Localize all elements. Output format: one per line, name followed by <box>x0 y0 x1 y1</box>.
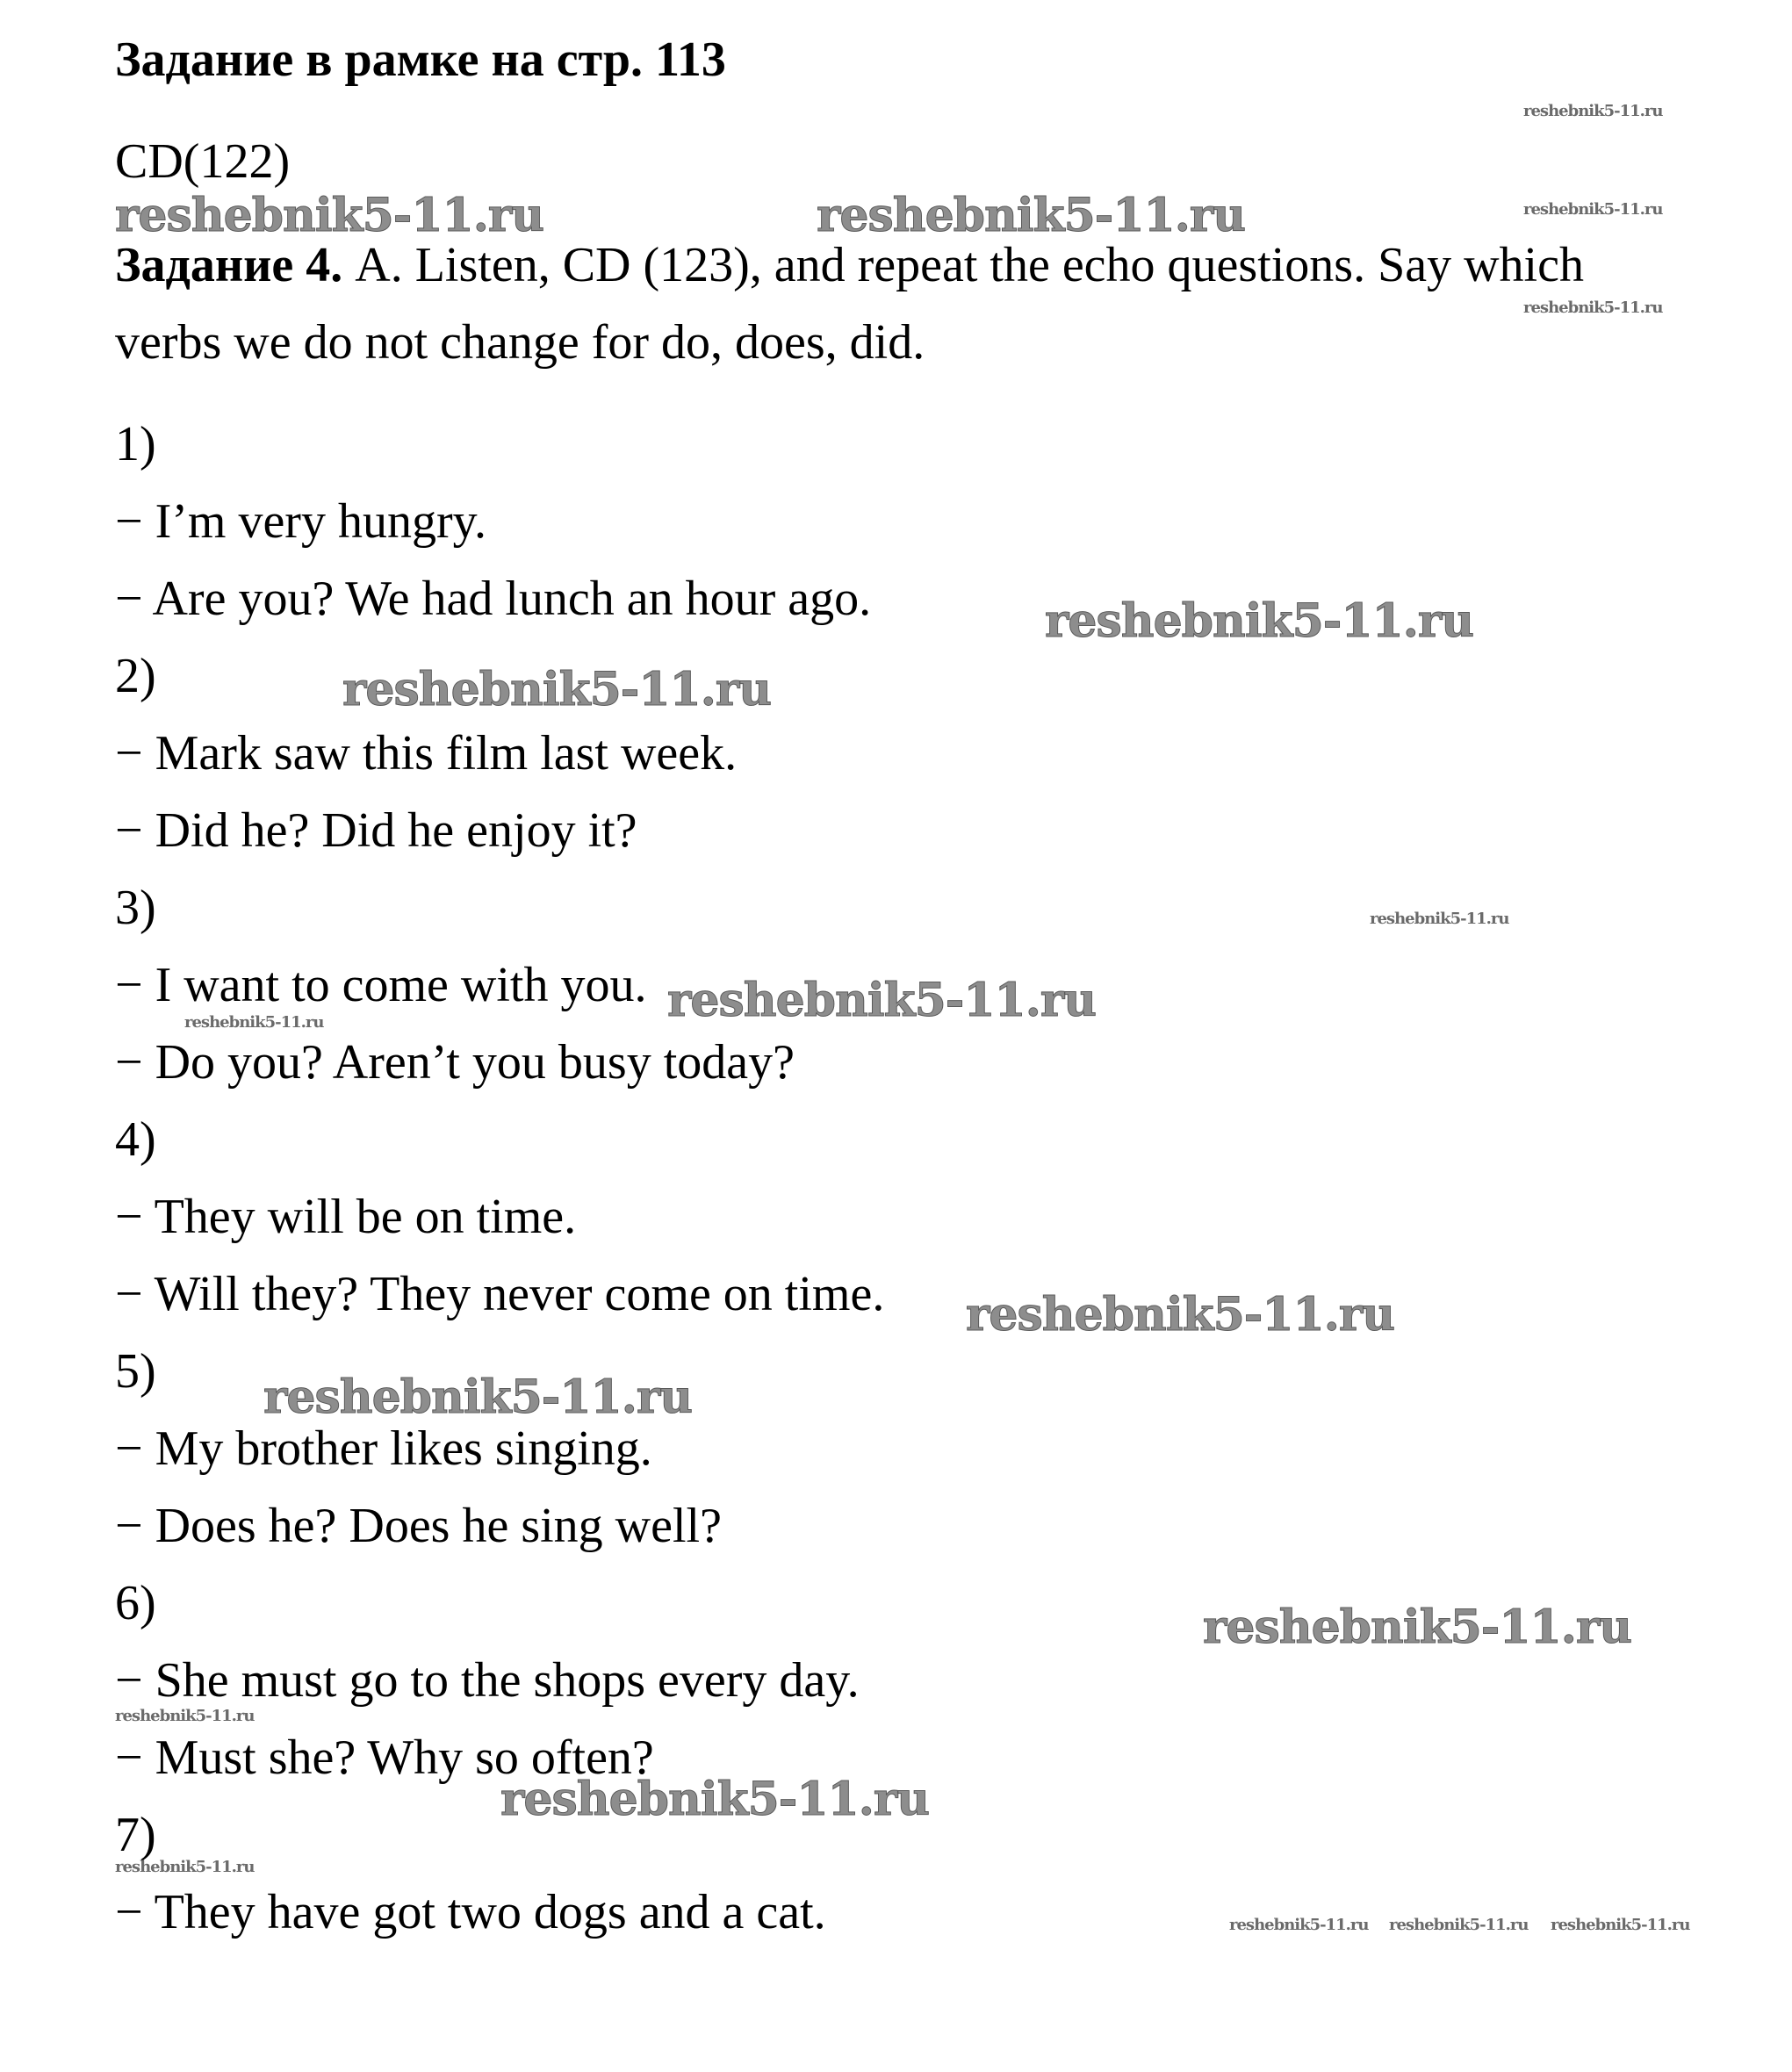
dialogue-line: − Do you? Aren’t you busy today? <box>115 1035 795 1090</box>
watermark-small: reshebnik5-11.ru <box>184 1013 324 1032</box>
item-number: 3) <box>115 881 156 935</box>
watermark: reshebnik5-11.ru <box>966 1288 1395 1342</box>
task-label: Задание 4. <box>115 238 343 292</box>
watermark: reshebnik5-11.ru <box>817 189 1246 242</box>
dialogue-line: − Will they? They never come on time. <box>115 1267 885 1321</box>
dialogue-line: − Did he? Did he enjoy it? <box>115 803 637 858</box>
item-number: 2) <box>115 649 156 703</box>
watermark-small: reshebnik5-11.ru <box>115 1707 255 1725</box>
watermark-small: reshebnik5-11.ru <box>1389 1916 1529 1934</box>
watermark: reshebnik5-11.ru <box>342 663 772 716</box>
item-number: 7) <box>115 1808 156 1862</box>
dialogue-line: − My brother likes singing. <box>115 1421 652 1476</box>
watermark-small: reshebnik5-11.ru <box>1523 102 1663 120</box>
watermark-small: reshebnik5-11.ru <box>1523 200 1663 219</box>
item-number: 5) <box>115 1344 156 1399</box>
dialogue-line: − They will be on time. <box>115 1190 577 1244</box>
dialogue-line: − Mark saw this film last week. <box>115 726 738 781</box>
dialogue-line: − They have got two dogs and a cat. <box>115 1885 826 1939</box>
task-text-line1: A. Listen, CD (123), and repeat the echo questions. Say which <box>342 238 1584 292</box>
watermark: reshebnik5-11.ru <box>1045 594 1474 648</box>
item-number: 6) <box>115 1576 156 1630</box>
page-title: Задание в рамке на стр. 113 <box>115 32 726 87</box>
watermark-small: reshebnik5-11.ru <box>115 1858 255 1876</box>
watermark: reshebnik5-11.ru <box>263 1371 693 1424</box>
watermark-small: reshebnik5-11.ru <box>1551 1916 1690 1934</box>
watermark: reshebnik5-11.ru <box>667 974 1097 1027</box>
watermark: reshebnik5-11.ru <box>500 1773 930 1826</box>
watermark: reshebnik5-11.ru <box>115 189 544 242</box>
task-heading <box>115 237 1584 293</box>
dialogue-line: − I’m very hungry. <box>115 494 486 549</box>
dialogue-line: − Are you? We had lunch an hour ago. <box>115 572 872 626</box>
watermark-small: reshebnik5-11.ru <box>1229 1916 1369 1934</box>
item-number: 4) <box>115 1112 156 1167</box>
watermark: reshebnik5-11.ru <box>1203 1601 1632 1654</box>
dialogue-line: − She must go to the shops every day. <box>115 1653 860 1708</box>
item-number: 1) <box>115 417 156 471</box>
dialogue-line: − Does he? Does he sing well? <box>115 1499 722 1553</box>
task-text-line2: verbs we do not change for do, does, did. <box>115 315 925 370</box>
cd-reference: CD(122) <box>115 134 291 189</box>
watermark-small: reshebnik5-11.ru <box>1523 299 1663 317</box>
dialogue-line: − I want to come with you. <box>115 958 647 1012</box>
dialogue-line: − Must she? Why so often? <box>115 1730 654 1785</box>
watermark-small: reshebnik5-11.ru <box>1370 910 1509 928</box>
